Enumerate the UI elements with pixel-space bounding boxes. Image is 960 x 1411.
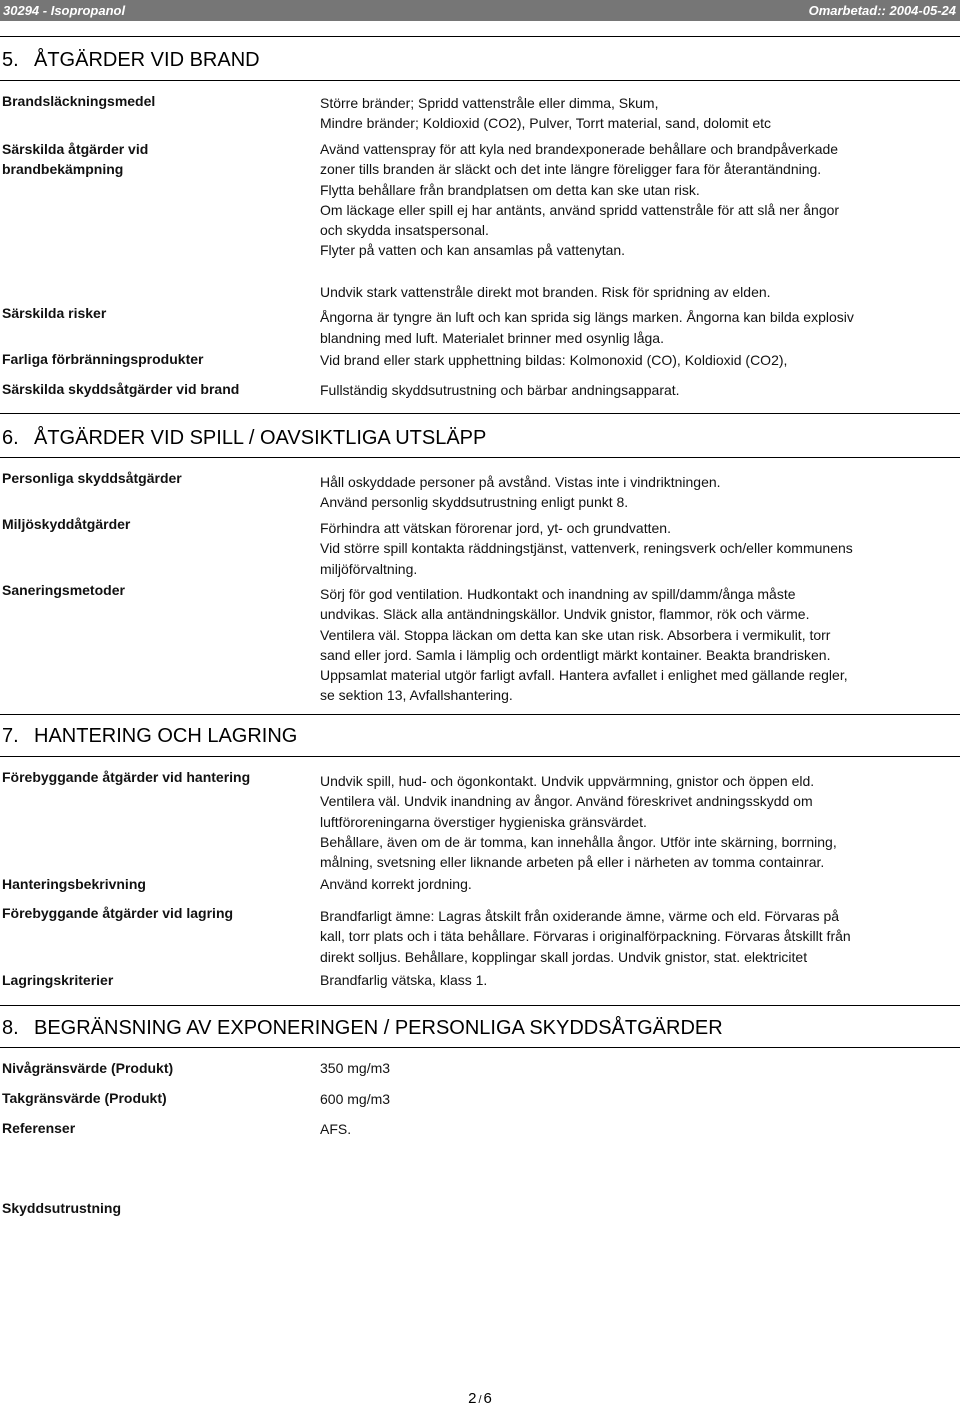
ceiling-limit-value: 600 mg/m3 xyxy=(320,1091,391,1107)
extinguishing-label: Brandsläckningsmedel xyxy=(2,93,156,109)
product-name: 30294 - Isopropanol xyxy=(3,3,126,18)
text-line: Större bränder; Spridd vattenstråle eller dimma, Skum, xyxy=(320,95,659,111)
storage-criteria-value: Brandfarlig vätska, klass 1. xyxy=(320,972,488,988)
section-5-title xyxy=(2,48,260,72)
text-line: Brandfarligt ämne: Lagras åtskilt från oxiderande ämne, värme och eld. Förvaras på xyxy=(320,908,840,924)
page-number xyxy=(0,1389,960,1410)
section-7-title xyxy=(2,724,297,748)
text-line: och skydda insatspersonal. xyxy=(320,222,489,239)
text-line: Mindre bränder; Koldioxid (CO2), Pulver, Torrt material, sand, dolomit etc xyxy=(320,115,772,132)
level-limit-label: Nivågränsvärde (Produkt) xyxy=(2,1060,174,1076)
section-rule xyxy=(0,457,960,458)
text-line: luftföroreningarna överstiger hygieniska gränsvärdet. xyxy=(320,813,647,830)
section-number: 7. xyxy=(2,725,19,747)
cleanup-value xyxy=(320,584,890,706)
handling-label: Förebyggande åtgärder vid hantering xyxy=(2,769,251,785)
text-line: målning, svetsning eller liknande arbeten på eller i närheten av tomma containrar. xyxy=(320,854,825,871)
firefighting-value xyxy=(320,139,890,261)
section-rule xyxy=(0,36,960,37)
level-limit-value: 350 mg/m3 xyxy=(320,1060,391,1076)
document-header xyxy=(0,0,960,21)
section-6-title xyxy=(2,426,486,450)
personal-protection-label: Personliga skyddsåtgärder xyxy=(2,470,182,486)
extinguishing-value xyxy=(320,93,890,134)
current-page: 2 xyxy=(468,1390,477,1407)
section-rule xyxy=(0,80,960,81)
section-rule xyxy=(0,756,960,757)
section-number: 8. xyxy=(2,1017,19,1039)
environment-value xyxy=(320,518,890,579)
personal-protection-value xyxy=(320,472,890,513)
ceiling-limit-label: Takgränsvärde (Produkt) xyxy=(2,1090,167,1106)
section-rule xyxy=(0,1005,960,1006)
section-8-title xyxy=(2,1016,723,1040)
section-title-text: HANTERING OCH LAGRING xyxy=(34,725,298,747)
text-line: Flytta behållare från brandplatsen om detta kan ske utan risk. xyxy=(320,181,700,198)
protective-value: Fullständig skyddsutrustning och bärbar andningsapparat. xyxy=(320,382,680,398)
storage-criteria-label: Lagringskriterier xyxy=(2,972,114,988)
text-line: blandning med luft. Materialet brinner med osynlig låga. xyxy=(320,329,664,346)
protective-label: Särskilda skyddsåtgärder vid brand xyxy=(2,381,240,397)
section-number: 5. xyxy=(2,49,19,71)
handling-description-value: Använd korrekt jordning. xyxy=(320,876,472,892)
references-value: AFS. xyxy=(320,1121,352,1137)
handling-description-label: Hanteringsbekrivning xyxy=(2,876,146,892)
text-line: Avänd vattenspray för att kyla ned brandexponerade behållare och brandpåverkade xyxy=(320,141,839,157)
text-line: Uppsamlat material utgör farligt avfall. Hantera avfallet i enlighet med gällande regler, xyxy=(320,667,848,684)
text-line: Undvik stark vattenstråle direkt mot branden. Risk för spridning av elden. xyxy=(320,284,771,300)
text-line: undvikas. Släck alla antändningskällor. Undvik gnistor, flammor, rök och värme. xyxy=(320,606,810,623)
references-label: Referenser xyxy=(2,1120,76,1136)
text-line: Vid större spill kontakta räddningstjänst, vattenverk, reningsverk och/eller kommunens xyxy=(320,540,853,557)
text-line: se sektion 13, Avfallshantering. xyxy=(320,687,513,704)
section-title-text: ÅTGÄRDER VID BRAND xyxy=(34,49,260,71)
text-line: Använd personlig skyddsutrustning enligt punkt 8. xyxy=(320,494,629,511)
environment-label: Miljöskyddåtgärder xyxy=(2,516,131,532)
text-line: Håll oskyddade personer på avstånd. Vistas inte i vindriktningen. xyxy=(320,474,721,490)
firefighting-label: Särskilda åtgärder vid brandbekämpning xyxy=(2,141,149,177)
text-line: Om läckage eller spill ej har antänts, använd spridd vattenstråle för att slå ner ångor xyxy=(320,201,840,218)
section-title-text: BEGRÄNSNING AV EXPONERINGEN / PERSONLIGA SKYDDSÅTGÄRDER xyxy=(34,1017,723,1039)
section-number: 6. xyxy=(2,427,19,449)
text-line: Undvik spill, hud- och ögonkontakt. Undvik uppvärmning, gnistor och öppen eld. xyxy=(320,773,815,789)
text-line: miljöförvaltning. xyxy=(320,560,418,577)
combustion-label: Farliga förbränningsprodukter xyxy=(2,351,204,367)
text-line: Flyter på vatten och kan ansamlas på vattenytan. xyxy=(320,242,626,259)
section-rule xyxy=(0,714,960,715)
section-title-text: ÅTGÄRDER VID SPILL / OAVSIKTLIGA UTSLÄPP xyxy=(34,427,487,449)
total-pages: 6 xyxy=(483,1390,492,1407)
revision-date: Omarbetad:: 2004-05-24 xyxy=(808,3,956,18)
text-line: Sörj för god ventilation. Hudkontakt och inandning av spill/damm/ånga måste xyxy=(320,586,796,602)
section-rule xyxy=(0,1047,960,1048)
text-line: Ventilera väl. Undvik inandning av ångor. Använd föreskrivet andningsskydd om xyxy=(320,793,813,810)
storage-value xyxy=(320,906,890,967)
text-line: Förhindra att vätskan förorenar jord, yt- och grundvatten. xyxy=(320,520,671,536)
text-line: Behållare, även om de är tomma, kan innehålla ångor. Utför inte skärning, borrning, xyxy=(320,833,837,850)
handling-value xyxy=(320,771,890,872)
text-line: kall, torr plats och i täta behållare. Förvaras i originalförpackning. Förvaras åtskillt från xyxy=(320,928,851,945)
protective-equipment-label: Skyddsutrustning xyxy=(2,1200,122,1216)
text-line: direkt solljus. Behållare, kopplingar skall jordas. Undvik gnistor, stat. elektricitet xyxy=(320,948,808,965)
page-separator: / xyxy=(478,1394,482,1406)
combustion-value: Vid brand eller stark upphettning bildas: Kolmonoxid (CO), Koldioxid (CO2), xyxy=(320,352,788,368)
storage-label: Förebyggande åtgärder vid lagring xyxy=(2,905,234,921)
text-line: Ångorna är tyngre än luft och kan sprida sig längs marken. Ångorna kan bilda explosiv xyxy=(320,309,854,326)
text-line: Ventilera väl. Stoppa läckan om detta kan ske utan risk. Absorbera i vermikulit, torr xyxy=(320,626,831,643)
hazards-label: Särskilda risker xyxy=(2,305,107,321)
section-rule xyxy=(0,413,960,414)
hazards-value xyxy=(320,282,890,348)
text-line: zoner tills branden är släckt och det inte längre föreligger fara för återantändning. xyxy=(320,161,822,178)
cleanup-label: Saneringsmetoder xyxy=(2,582,125,598)
text-line: sand eller jord. Samla i lämplig och ordentligt märkt kontainer. Beakta brandrisken. xyxy=(320,646,831,663)
